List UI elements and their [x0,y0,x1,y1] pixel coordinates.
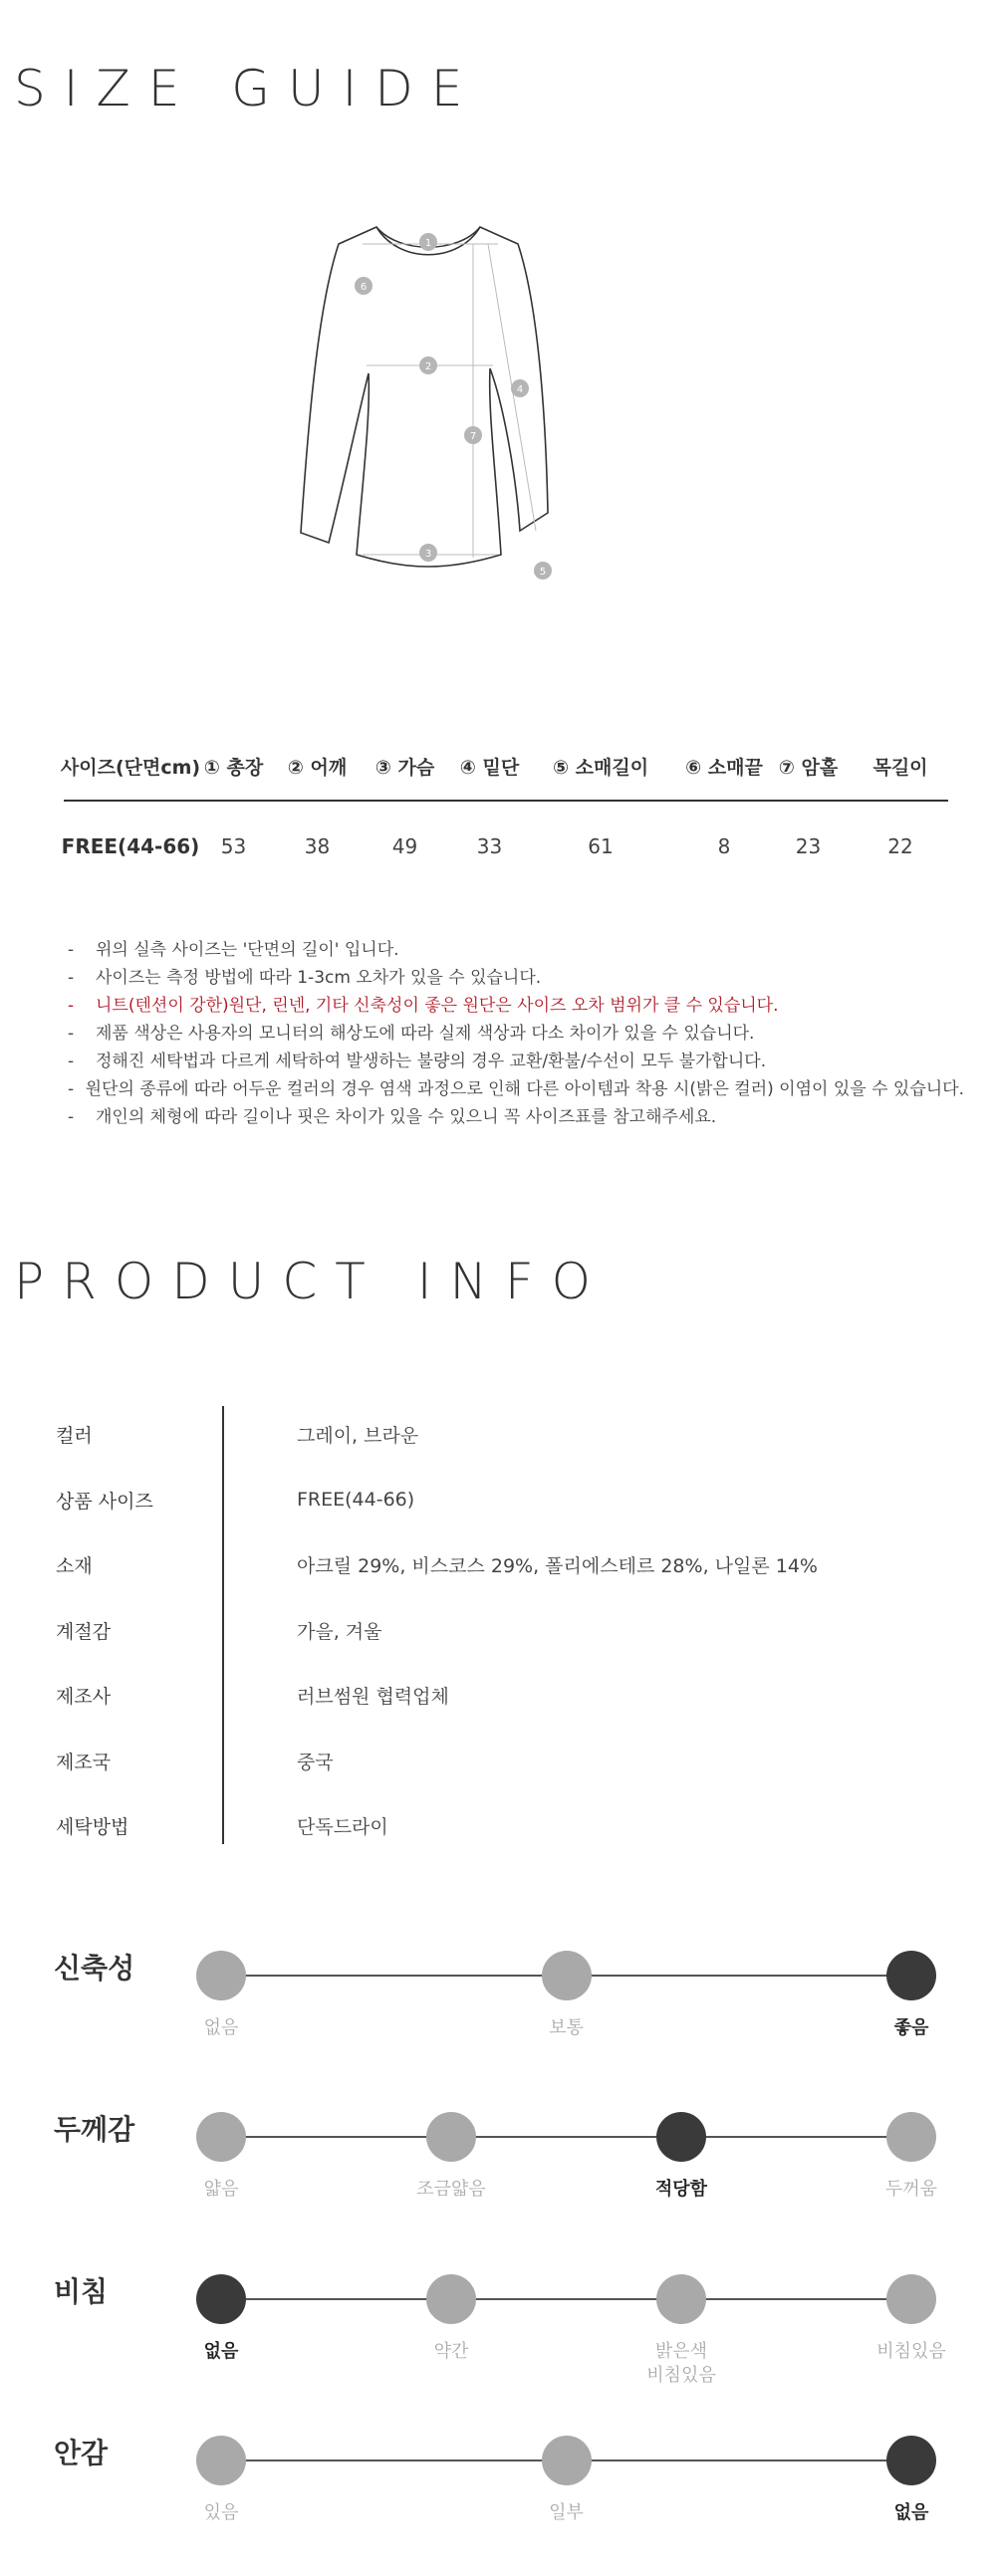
notes-list [68,936,964,1131]
scale-label: 신축성 [54,1952,135,1985]
info-label: 제조국 [56,1751,112,1773]
info-value: 러브썸원 협력업체 [297,1686,449,1709]
scale-4 [0,2412,996,2551]
info-value: 아크릴 29%, 비스코스 29%, 폴리에스테르 28%, 나일론 14% [297,1555,818,1578]
size-header-cell: ⑤ 소매길이 [552,756,649,779]
size-header-cell: ④ 밑단 [459,756,520,779]
size-table-header [60,732,948,802]
note-dash: - [68,1024,75,1044]
note-item [68,1020,964,1048]
note-text: 제품 색상은 사용자의 모니터의 해상도에 따라 실제 색상과 다소 차이가 있을 수 있습니다. [96,1024,755,1044]
scale-option-label: 좋음 [893,2017,929,2038]
note-item [68,992,964,1020]
size-header-cell: ① 총장 [203,756,264,779]
info-label: 제조사 [56,1686,112,1709]
info-row [56,1402,952,1468]
size-value-cell: 61 [588,834,614,858]
scale-dot [542,1951,592,2000]
info-label: 세탁방법 [56,1816,129,1839]
scale-dot [196,2436,246,2485]
note-text: 위의 실측 사이즈는 '단면의 길이' 입니다. [96,940,399,960]
scale-dot [886,2274,936,2324]
marker-1-label: 1 [424,238,432,249]
size-value-cell: 53 [220,834,247,858]
scale-label: 두께감 [54,2113,135,2146]
scale-option-label: 없음 [203,2017,239,2038]
scale-option-label: 없음 [893,2502,929,2523]
product-info-table [56,1402,952,1859]
size-guide-title: SIZE GUIDE [14,60,481,117]
note-item [68,1103,964,1131]
scale-2 [0,2088,996,2227]
scale-dot [542,2436,592,2485]
info-label: 소재 [56,1555,93,1578]
scale-dot [426,2112,476,2162]
garment-diagram [289,214,727,602]
marker-7-label: 7 [469,431,477,442]
info-value: 가을, 겨울 [297,1620,382,1643]
note-text: 니트(텐션이 강한)원단, 린넨, 기타 신축성이 좋은 원단은 사이즈 오차 범위가 클 수 있습니다. [96,996,779,1016]
scale-dot [426,2274,476,2324]
info-row [56,1468,952,1533]
scale-dot [196,1951,246,2000]
marker-2-label: 2 [424,361,432,372]
scale-dot [886,1951,936,2000]
scale-option-label: 보통 [549,2017,584,2038]
note-dash: - [68,996,75,1016]
scale-option-label: 밝은색 비침있음 [646,2341,716,2386]
scale-option-label: 얇음 [203,2179,239,2200]
product-info-title: PRODUCT INFO [14,1253,609,1310]
scale-option-label: 두꺼움 [884,2179,938,2200]
info-row [56,1598,952,1664]
note-text: 정해진 세탁법과 다르게 세탁하여 발생하는 불량의 경우 교환/환불/수선이 모두 불가합니다. [96,1052,767,1071]
info-value: FREE(44-66) [297,1489,415,1512]
scale-dot [656,2112,706,2162]
info-value: 단독드라이 [297,1816,388,1839]
size-header-cell: ② 어깨 [287,756,348,779]
info-row [56,1663,952,1729]
note-dash: - [68,1079,75,1099]
note-text: 원단의 종류에 따라 어두운 컬러의 경우 염색 과정으로 인해 다른 아이템과 착용 시(밝은 컬러) 이염이 있을 수 있습니다. [85,1079,964,1099]
size-table-row [61,802,948,891]
size-header-cell: ⑦ 암홀 [778,756,839,779]
marker-6-label: 6 [360,282,368,293]
size-value-cell: 23 [795,834,822,858]
note-text: 개인의 체형에 따라 길이나 핏은 차이가 있을 수 있으니 꼭 사이즈표를 참고해주세요. [96,1107,717,1127]
size-value-cell: 22 [887,834,913,858]
note-item [68,936,964,964]
info-label: 상품 사이즈 [56,1490,153,1513]
size-header-cell: 목길이 [872,756,928,779]
info-label: 컬러 [56,1425,93,1448]
scale-track [221,2136,911,2138]
note-text: 사이즈는 측정 방법에 따라 1-3cm 오차가 있을 수 있습니다. [96,968,542,988]
scale-dot [656,2274,706,2324]
scale-1 [0,1927,996,2066]
marker-4-label: 4 [516,384,524,395]
scale-option-label: 비침있음 [876,2341,946,2362]
info-label: 계절감 [56,1620,112,1643]
scale-option-label: 일부 [549,2502,584,2523]
scale-option-label: 없음 [203,2341,239,2362]
size-header-cell: ③ 가슴 [374,756,435,779]
scale-dot [886,2436,936,2485]
size-value-cell: 38 [304,834,331,858]
size-value-cell: 49 [391,834,418,858]
size-value-cell: FREE(44-66) [61,834,200,858]
size-header-cell: 사이즈(단면cm) [60,756,201,779]
size-value-cell: 33 [476,834,503,858]
info-row [56,1729,952,1794]
note-dash: - [68,1052,75,1071]
note-dash: - [68,940,75,960]
note-item [68,964,964,992]
scale-dot [196,2274,246,2324]
info-row [56,1793,952,1859]
scale-track [221,2298,911,2300]
scale-3 [0,2250,996,2390]
note-item [68,1048,964,1075]
note-item [68,1075,964,1103]
scale-option-label: 조금얇음 [416,2179,486,2200]
size-value-cell: 8 [717,834,731,858]
size-table [60,732,948,891]
scale-label: 안감 [54,2437,109,2469]
scale-option-label: 적당함 [654,2179,708,2200]
info-value: 중국 [297,1751,334,1773]
marker-3-label: 3 [424,549,432,560]
size-header-cell: ⑥ 소매끝 [685,756,763,779]
info-value: 그레이, 브라운 [297,1425,419,1448]
marker-5-label: 5 [539,567,547,578]
scale-label: 비침 [54,2275,109,2308]
note-dash: - [68,1107,75,1127]
scale-dot [886,2112,936,2162]
note-dash: - [68,968,75,988]
scale-option-label: 있음 [203,2502,239,2523]
info-row [56,1532,952,1598]
scale-dot [196,2112,246,2162]
scale-option-label: 약간 [433,2341,469,2362]
